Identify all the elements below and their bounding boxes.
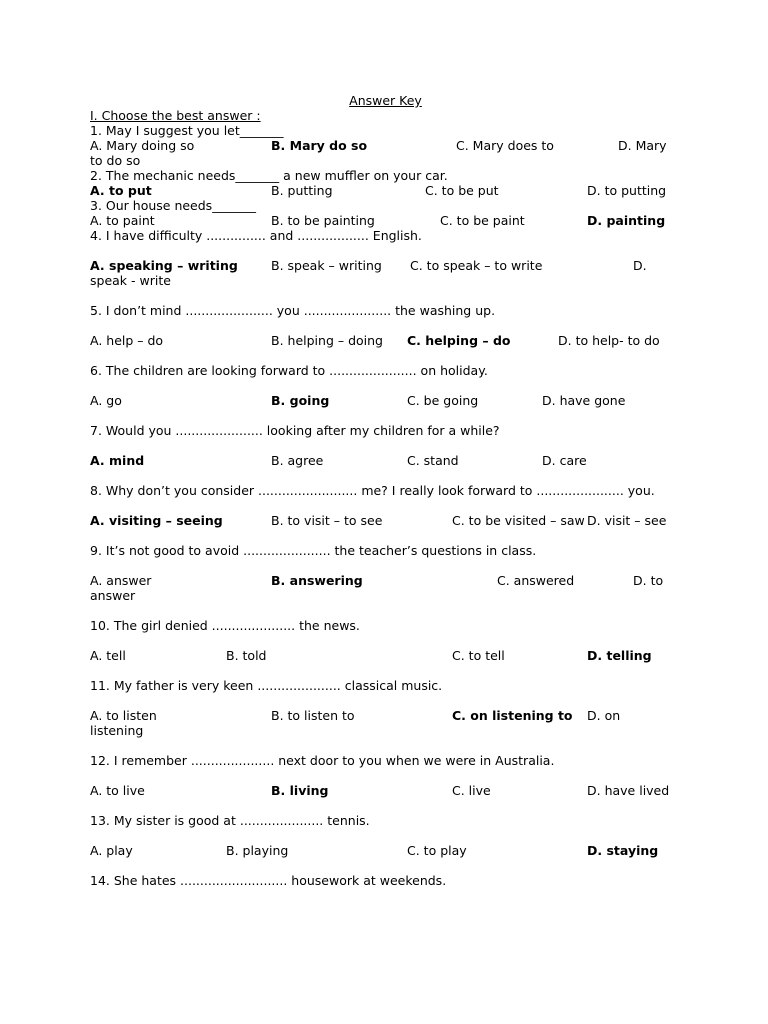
option-a: A. go (90, 393, 122, 408)
option-d: D. have gone (542, 393, 626, 408)
question-11: 11. My father is very keen ..................... classical music. (90, 678, 443, 693)
question-7: 7. Would you ...................... looking after my children for a while? (90, 423, 500, 438)
option-b-correct: B. living (271, 783, 329, 798)
document-body (90, 108, 670, 888)
option-d: D. on (587, 708, 621, 723)
option-d-continued: answer (90, 588, 136, 603)
option-d: D. Mary (618, 138, 667, 153)
option-c: C. to be visited – saw (452, 513, 585, 528)
option-b: B. to visit – to see (271, 513, 383, 528)
option-b-correct: B. answering (271, 573, 363, 588)
option-a-correct: A. mind (90, 453, 145, 468)
option-a: A. answer (90, 573, 152, 588)
options-5 (90, 333, 670, 348)
option-d: D. to help- to do (558, 333, 660, 348)
option-b: B. helping – doing (271, 333, 383, 348)
option-c: C. to speak – to write (410, 258, 543, 273)
option-d-correct: D. staying (587, 843, 659, 858)
option-c-correct: C. on listening to (452, 708, 573, 723)
section-heading: I. Choose the best answer : (90, 108, 261, 123)
option-c: C. Mary does to (456, 138, 554, 153)
option-a: A. Mary doing so (90, 138, 195, 153)
option-b: B. putting (271, 183, 333, 198)
options-1 (90, 138, 670, 153)
option-b-correct: B. going (271, 393, 330, 408)
option-a: A. to live (90, 783, 145, 798)
question-3: 3. Our house needs_______ (90, 198, 256, 213)
question-10: 10. The girl denied ..................... the news. (90, 618, 360, 633)
option-b: B. to listen to (271, 708, 355, 723)
options-13 (90, 843, 670, 858)
option-a: A. to paint (90, 213, 155, 228)
question-1: 1. May I suggest you let_______ (90, 123, 284, 138)
option-d-correct: D. telling (587, 648, 652, 663)
option-d-continued: listening (90, 723, 144, 738)
options-7 (90, 453, 670, 468)
question-8: 8. Why don’t you consider ......................... me? I really look forward to ...................... you. (90, 483, 655, 498)
option-c: C. answered (497, 573, 575, 588)
option-a: A. to listen (90, 708, 157, 723)
question-14: 14. She hates ........................... housework at weekends. (90, 873, 447, 888)
page-title: Answer Key (349, 93, 422, 108)
option-d: D. have lived (587, 783, 670, 798)
option-b: B. told (226, 648, 267, 663)
option-d: D. (633, 258, 647, 273)
options-12 (90, 783, 670, 798)
option-b: B. agree (271, 453, 324, 468)
question-13: 13. My sister is good at ..................... tennis. (90, 813, 370, 828)
option-c: C. to be put (425, 183, 499, 198)
options-4 (90, 258, 670, 273)
options-10 (90, 648, 670, 663)
option-d: D. to putting (587, 183, 667, 198)
options-6 (90, 393, 670, 408)
options-3 (90, 213, 670, 228)
option-a-correct: A. visiting – seeing (90, 513, 223, 528)
option-d: D. care (542, 453, 587, 468)
option-b: B. playing (226, 843, 289, 858)
option-d: D. to (633, 573, 664, 588)
option-a: A. tell (90, 648, 126, 663)
option-c: C. to tell (452, 648, 505, 663)
option-b: B. to be painting (271, 213, 375, 228)
option-a: A. help – do (90, 333, 164, 348)
option-c: C. stand (407, 453, 459, 468)
question-12: 12. I remember ..................... next door to you when we were in Australia. (90, 753, 555, 768)
options-2 (90, 183, 670, 198)
option-c: C. to be paint (440, 213, 525, 228)
option-b-correct: B. Mary do so (271, 138, 368, 153)
option-a: A. play (90, 843, 133, 858)
option-d-continued: speak - write (90, 273, 171, 288)
option-c-correct: C. helping – do (407, 333, 511, 348)
option-c: C. be going (407, 393, 479, 408)
question-9: 9. It’s not good to avoid ...................... the teacher’s questions in class. (90, 543, 537, 558)
option-b: B. speak – writing (271, 258, 382, 273)
options-11 (90, 708, 670, 723)
question-6: 6. The children are looking forward to ...................... on holiday. (90, 363, 488, 378)
option-c: C. to play (407, 843, 467, 858)
options-9 (90, 573, 670, 588)
option-d-continued: to do so (90, 153, 141, 168)
question-4: 4. I have difficulty ............... and .................. English. (90, 228, 422, 243)
question-5: 5. I don’t mind ...................... you ...................... the washing up. (90, 303, 496, 318)
option-d-correct: D. painting (587, 213, 666, 228)
option-a-correct: A. speaking – writing (90, 258, 238, 273)
option-d: D. visit – see (587, 513, 667, 528)
option-c: C. live (452, 783, 491, 798)
option-a-correct: A. to put (90, 183, 152, 198)
question-2: 2. The mechanic needs_______ a new muffler on your car. (90, 168, 448, 183)
options-8 (90, 513, 670, 528)
